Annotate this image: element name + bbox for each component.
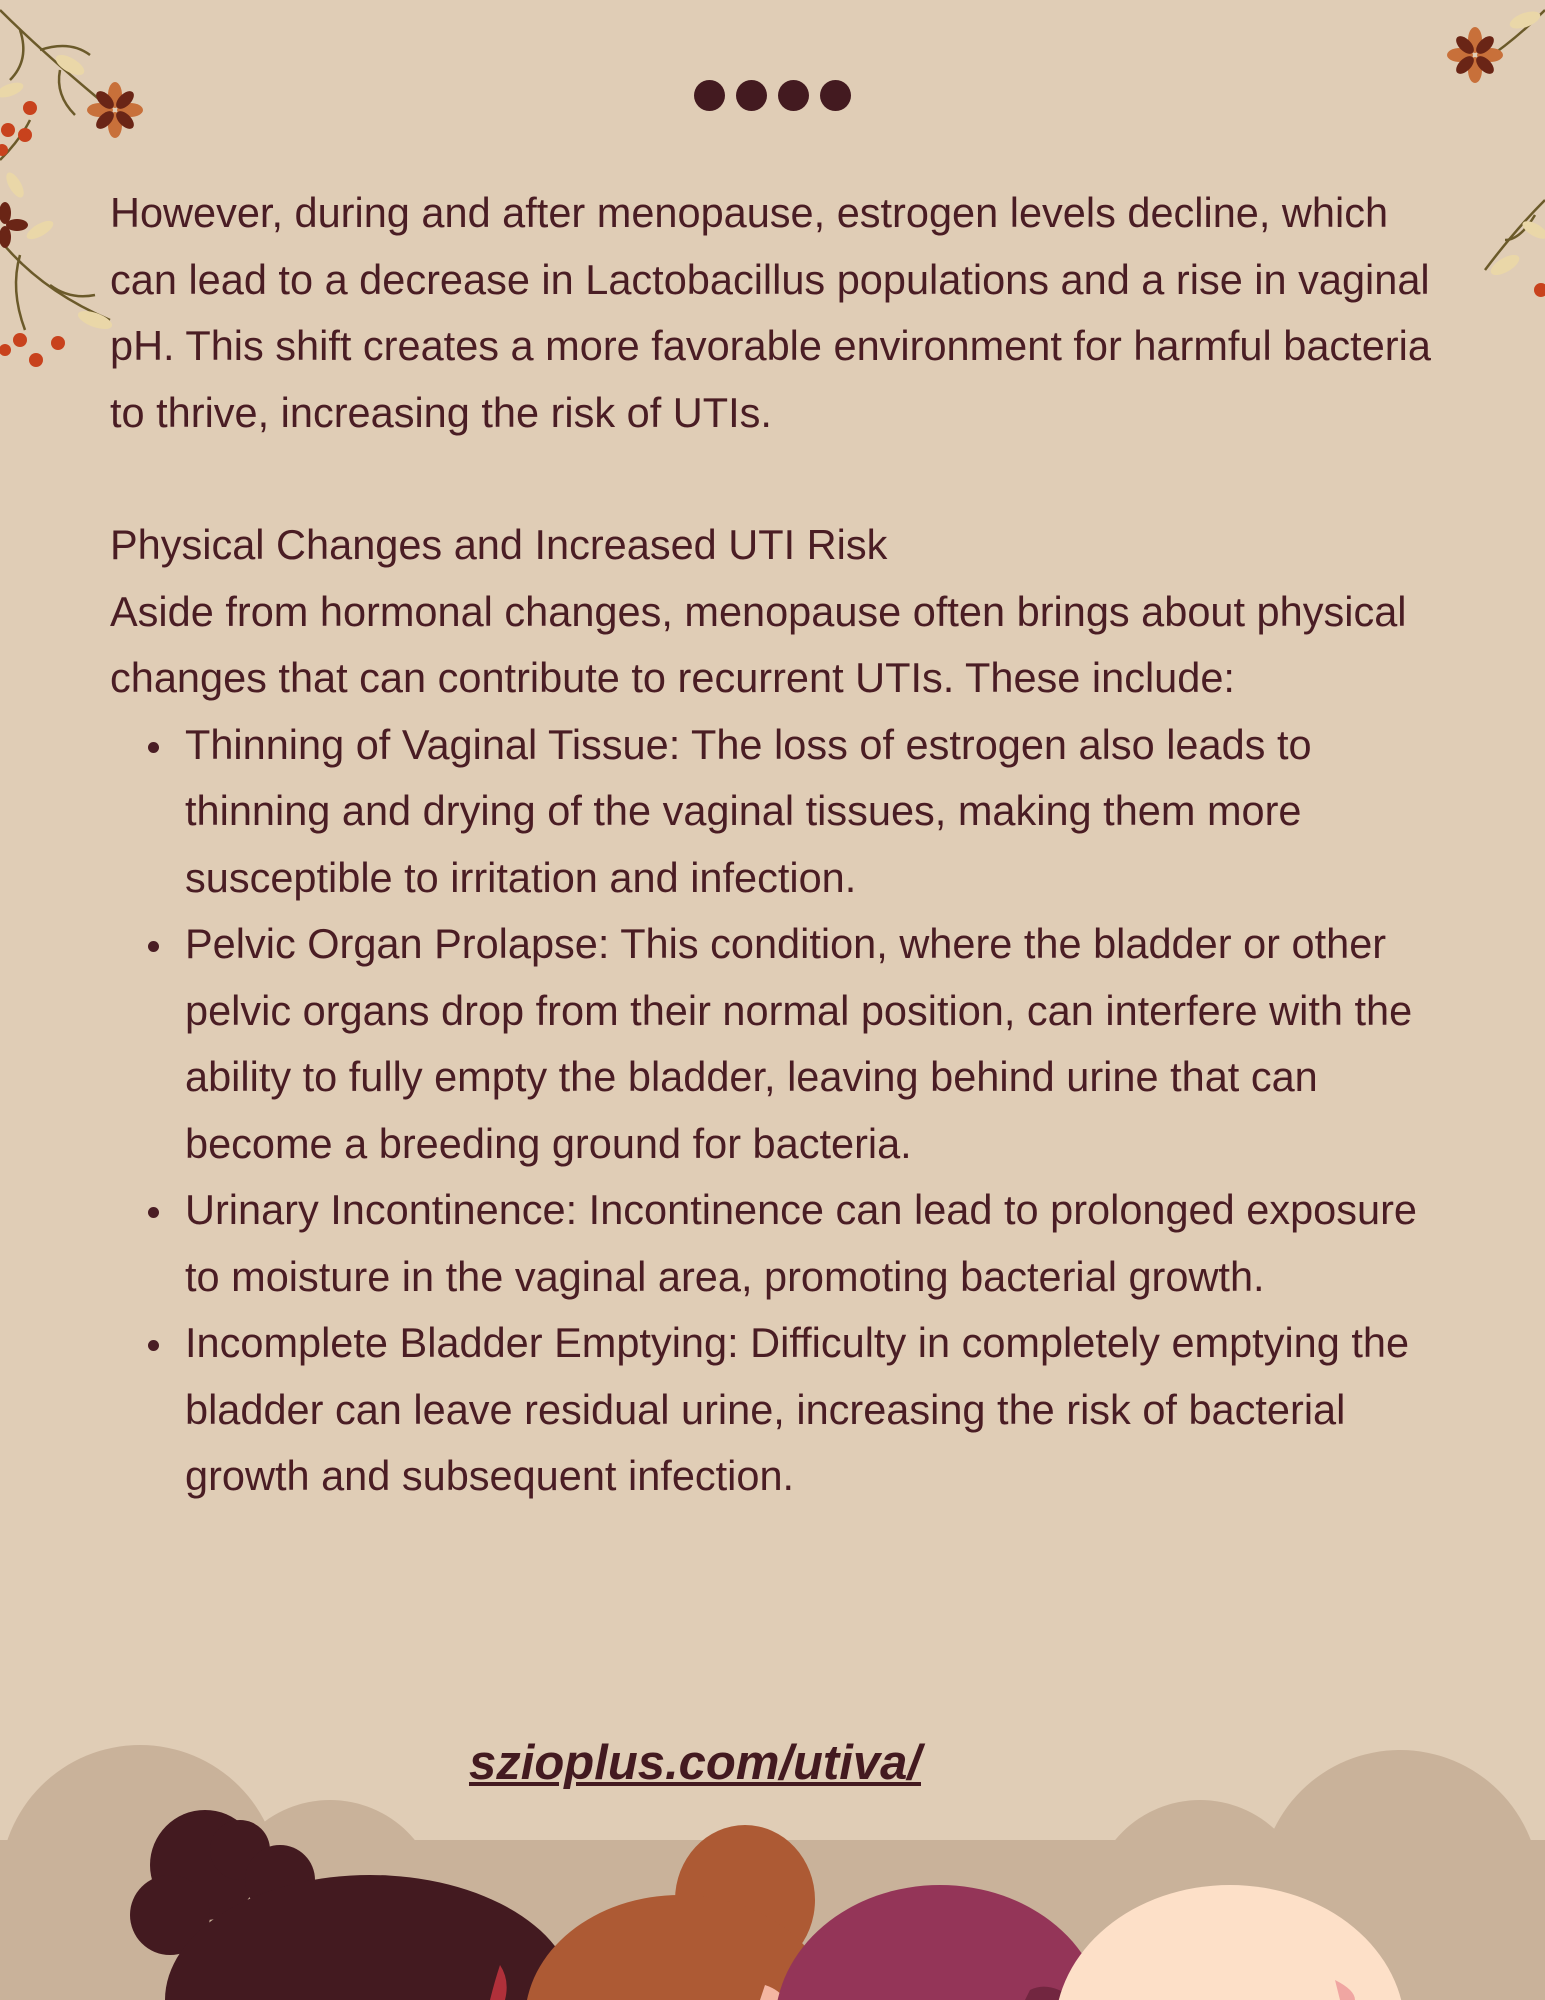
dot bbox=[778, 80, 809, 111]
list-item: Incomplete Bladder Emptying: Difficulty in completely emptying the bladder can leave residual urine, increasing the risk of bacterial growth and subsequent infection. bbox=[185, 1310, 1450, 1510]
section-title: Physical Changes and Increased UTI Risk bbox=[110, 521, 888, 568]
website-link[interactable]: szioplus.com/utiva/ bbox=[469, 1736, 921, 1790]
intro-paragraph: However, during and after menopause, estrogen levels decline, which can lead to a decrease in Lactobacillus populations and a rise in vaginal pH. This shift creates a more favorable environment for harmful bacteria to thrive, increasing the risk of UTIs. bbox=[110, 189, 1431, 436]
article-body bbox=[110, 180, 1450, 1510]
four-dot-ornament bbox=[0, 80, 1545, 111]
list-item: Urinary Incontinence: Incontinence can lead to prolonged exposure to moisture in the vaginal area, promoting bacterial growth. bbox=[185, 1177, 1450, 1310]
dot bbox=[694, 80, 725, 111]
list-item: Pelvic Organ Prolapse: This condition, where the bladder or other pelvic organs drop from their normal position, can interfere with the ability to fully empty the bladder, leaving behind urine that can become a breeding ground for bacteria. bbox=[185, 911, 1450, 1177]
list-item: Thinning of Vaginal Tissue: The loss of estrogen also leads to thinning and drying of the vaginal tissues, making them more susceptible to irritation and infection. bbox=[185, 712, 1450, 912]
section-intro: Aside from hormonal changes, menopause often brings about physical changes that can contribute to recurrent UTIs. These include: bbox=[110, 587, 1407, 701]
dot bbox=[820, 80, 851, 111]
risk-factor-list bbox=[110, 712, 1450, 1510]
dot bbox=[736, 80, 767, 111]
